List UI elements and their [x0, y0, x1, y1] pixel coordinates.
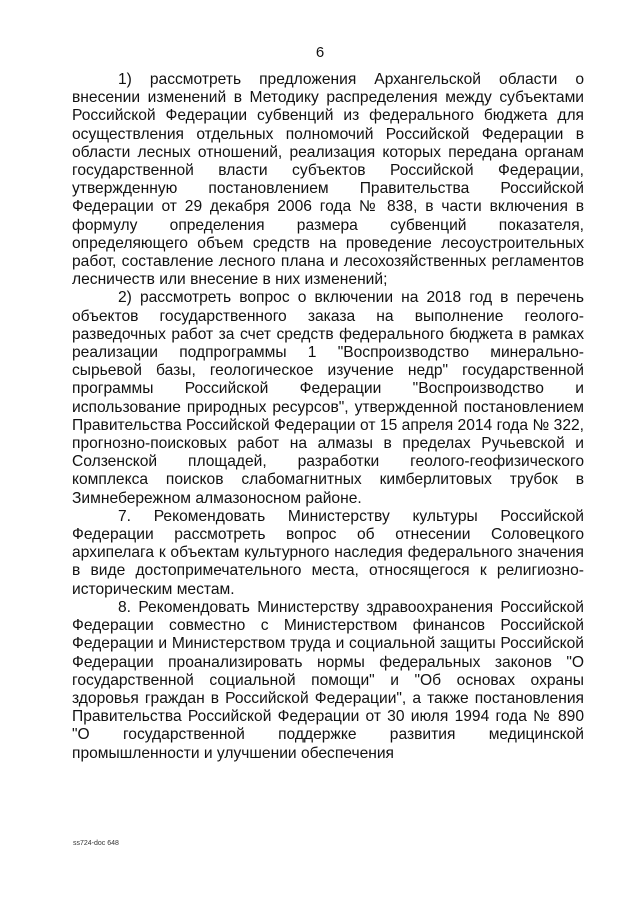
paragraph-item-2: 2) рассмотреть вопрос о включении на 2018 год в перечень объектов государственного заказа на выполнение геолого-разведочных работ за счет средств федерального бюджета в рамках реализации подпрограммы 1 "Воспроизводство минерально-сырьевой базы, геологическое изучение недр" государственной программы Российской Федерации "Воспроизводство и использование природных ресурсов", утвержденной постановлением Правительства Российской Федерации от 15 апреля 2014 года № 322, прогнозно-поисковых работ на алмазы в пределах Ручьевской и Солзенской площадей, разработки геолого-геофизического комплекса поисков слабомагнитных кимберлитовых трубок в Зимнебережном алмазоносном районе.: [72, 289, 584, 507]
paragraph-item-8: 8. Рекомендовать Министерству здравоохранения Российской Федерации совместно с Министерством финансов Российской Федерации и Министерством труда и социальной защиты Российской Федерации проанализировать нормы федеральных законов "О государственной социальной помощи" и "Об основах охраны здоровья граждан в Российской Федерации", а также постановления Правительства Российской Федерации от 30 июля 1994 года № 890 "О государственной поддержке развития медицинской промышленности и улучшении обеспечения: [72, 598, 584, 762]
paragraph-item-7: 7. Рекомендовать Министерству культуры Российской Федерации рассмотреть вопрос об отнесении Соловецкого архипелага к объектам культурного наследия федерального значения в виде достопримечательного места, относящегося к религиозно-историческим местам.: [72, 507, 584, 598]
paragraph-item-1: 1) рассмотреть предложения Архангельской области о внесении изменений в Методику распределения между субъектами Российской Федерации субвенций из федерального бюджета для осуществления отдельных полномочий Российской Федерации в области лесных отношений, реализация которых передана органам государственной власти субъектов Российской Федерации, утвержденную постановлением Правительства Российской Федерации от 29 декабря 2006 года № 838, в части включения в формулу определения размера субвенций показателя, определяющего объем средств на проведение лесоустроительных работ, составление лесного плана и лесохозяйственных регламентов лесничеств или внесение в них изменений;: [72, 71, 584, 289]
document-body: [72, 71, 584, 763]
page-number: 6: [315, 44, 325, 61]
document-footer-code: ss724-doc 648: [73, 840, 119, 847]
